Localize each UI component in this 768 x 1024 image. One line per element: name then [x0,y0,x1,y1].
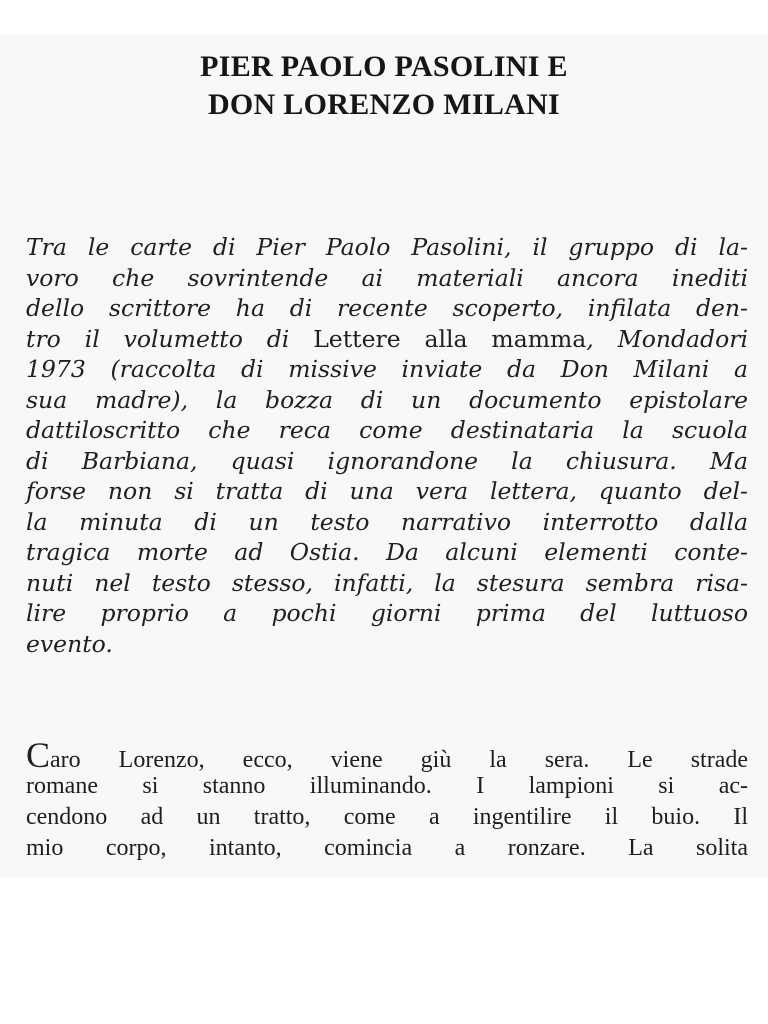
intro-line: sua madre), la bozza di un documento epistolare [26,385,748,414]
intro-line: di Barbiana, quasi ignorandone la chiusura. Ma [26,446,748,475]
intro-line [26,324,748,355]
letter-line: romane si stanno illuminando. I lampioni si ac- [26,773,748,799]
drop-cap: C [26,735,51,775]
intro-line: Tra le carte di Pier Paolo Pasolini, il gruppo di la- [26,233,748,261]
intro-line: nuti nel testo stesso, infatti, la stesura sembra risa- [26,568,748,597]
intro-line: dattiloscritto che reca come destinataria la scuola [26,416,748,444]
book-title: Lettere alla mamma [313,324,587,353]
title-line-2: DON LORENZO MILANI [207,88,561,121]
scanned-page [0,34,768,878]
letter-text: aro Lorenzo, ecco, viene giù la sera. Le strade [50,747,748,773]
intro-line: la minuta di un testo narrativo interrotto dalla [26,507,748,536]
intro-line: tragica morte ad Ostia. Da alcuni elementi conte- [26,538,748,566]
title-line-1: PIER PAOLO PASOLINI E [200,50,568,83]
letter-line [26,735,748,775]
intro-paragraph [26,232,748,659]
letter-line: mio corpo, intanto, comincia a ronzare. La solita [26,835,748,861]
intro-line: voro che sovrintende ai materiali ancora inediti [26,263,748,292]
intro-text: tro il volumetto di [26,324,314,353]
intro-line: lire proprio a pochi giorni prima del luttuoso [26,599,748,627]
letter-body [26,735,748,864]
article-title [0,48,768,124]
intro-line: 1973 (raccolta di missive inviate da Don Milani a [26,355,748,383]
intro-text: , Mondadori [586,324,748,353]
letter-line: cendono ad un tratto, come a ingentilire il buio. Il [26,804,748,830]
intro-line: dello scrittore ha di recente scoperto, infilata den- [26,294,748,322]
intro-line: forse non si tratta di una vera lettera, quanto del- [26,477,748,505]
intro-line: evento. [26,629,113,658]
